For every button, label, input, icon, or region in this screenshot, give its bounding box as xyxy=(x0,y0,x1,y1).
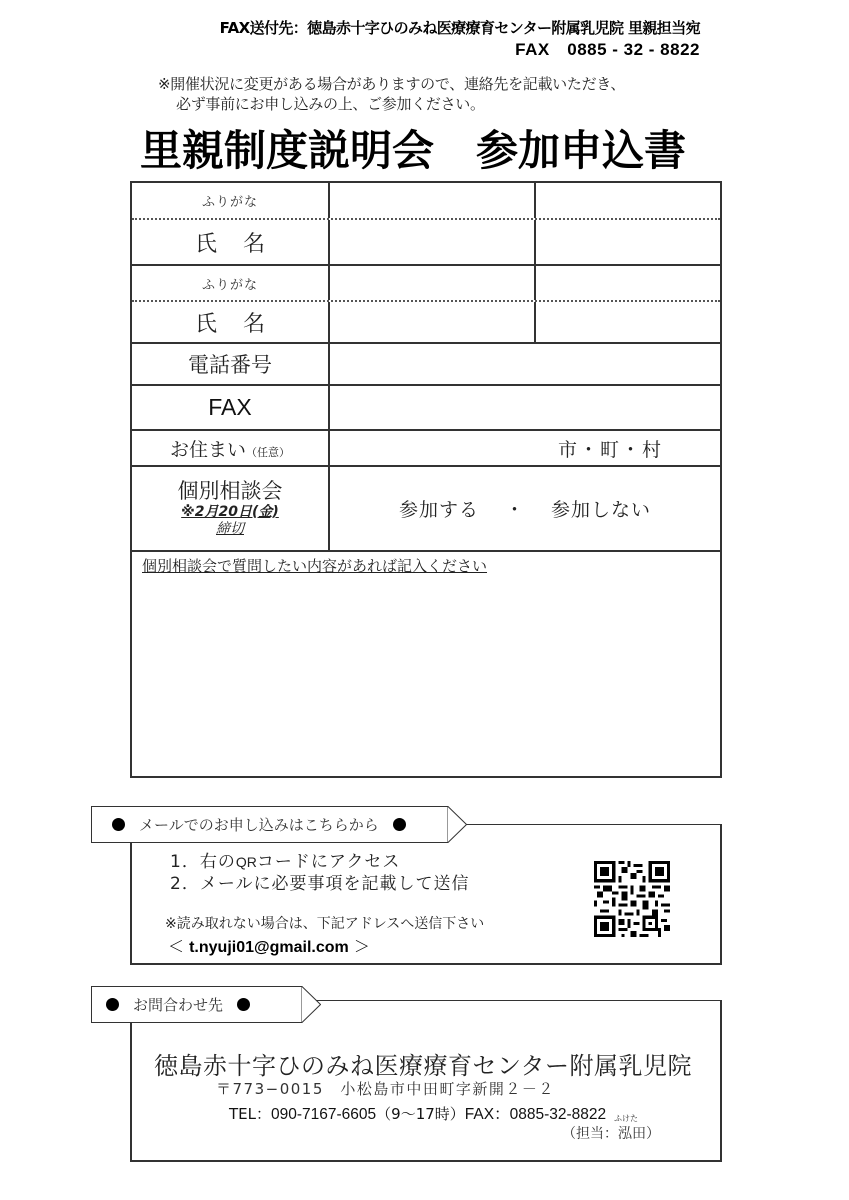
notice-line-2: 必ず事前にお申し込みの上、ご参加ください。 xyxy=(176,95,485,113)
name-input-1b[interactable] xyxy=(536,220,720,264)
bullet-icon xyxy=(106,998,119,1011)
contact-fax: 0885-32-8822 xyxy=(509,1106,607,1123)
furigana-input-1a[interactable] xyxy=(330,183,536,218)
address-input[interactable] xyxy=(330,431,720,465)
address-label: お住まい（任意） xyxy=(132,431,330,465)
furigana-label: ふりがな xyxy=(132,183,330,218)
postal-address: 〒773−0015 小松島市中田町字新開２－２ xyxy=(216,1080,555,1098)
name-input-2a[interactable] xyxy=(330,302,536,342)
name-label: 氏名 xyxy=(132,302,330,342)
furigana-label: ふりがな xyxy=(132,266,330,300)
name-row-2 xyxy=(132,302,720,344)
question-textarea[interactable] xyxy=(132,552,720,776)
consult-label: 個別相談会 ※2月20日(金) 締切 xyxy=(132,467,330,550)
notice xyxy=(158,74,625,114)
bullet-icon xyxy=(237,998,250,1011)
name-input-2b[interactable] xyxy=(536,302,720,342)
name-input-1a[interactable] xyxy=(330,220,536,264)
fax-row xyxy=(132,386,720,431)
decline-option[interactable]: 参加しない xyxy=(551,499,652,521)
furigana-row-2 xyxy=(132,266,720,302)
phone-label: 電話番号 xyxy=(132,344,330,384)
email-address[interactable]: t.nyuji01@gmail.com xyxy=(189,939,349,956)
furigana-input-2b[interactable] xyxy=(536,266,720,300)
consult-choice xyxy=(330,467,720,550)
step-1: 1．右のQRコードにアクセス xyxy=(170,852,401,872)
notice-line-1: ※開催状況に変更がある場合がありますので、連絡先を記載いただき、 xyxy=(158,75,626,93)
contact-tag xyxy=(91,986,301,1023)
bullet-icon xyxy=(112,818,125,831)
fax-header xyxy=(140,18,700,60)
address-optional: （任意） xyxy=(246,445,290,459)
bullet-icon xyxy=(393,818,406,831)
phone-input[interactable] xyxy=(330,344,720,384)
organization-name: 徳島赤十字ひのみね医療療育センター附属乳児院 xyxy=(154,1052,693,1080)
page-title: 里親制度説明会 参加申込書 xyxy=(140,126,687,175)
consult-deadline-word: 締切 xyxy=(216,521,244,538)
fax-label: FAX xyxy=(132,386,330,429)
tag-arrow-icon xyxy=(447,806,467,843)
consult-deadline-date: ※2月20日(金) xyxy=(181,504,279,521)
mail-fallback-note: ※読み取れない場合は、下記アドレスへ送信下さい xyxy=(165,916,485,932)
fax-input[interactable] xyxy=(330,386,720,429)
email-line: ＜ t.nyuji01@gmail.com ＞ xyxy=(168,937,370,956)
furigana-input-2a[interactable] xyxy=(330,266,536,300)
contact-tag-label: お問合わせ先 xyxy=(133,996,224,1014)
name-row-1 xyxy=(132,220,720,266)
contact-box xyxy=(130,1000,722,1162)
contact-phone-fax: TEL：090-7167-6605（9～17時）FAX：0885-32-8822 xyxy=(229,1105,607,1123)
step-2: 2．メールに必要事項を記載して送信 xyxy=(170,874,470,894)
name-label: 氏名 xyxy=(132,220,330,264)
consult-row xyxy=(132,467,720,552)
tag-arrow-icon xyxy=(301,986,321,1023)
question-prompt: 個別相談会で質問したい内容があれば記入ください xyxy=(142,557,488,575)
mail-steps xyxy=(170,851,469,895)
fax-destination: FAX送付先：徳島赤十字ひのみね医療療育センター附属乳児院 里親担当宛 xyxy=(219,19,700,37)
address-row xyxy=(132,431,720,467)
application-form xyxy=(130,181,722,778)
staff-name: （担当：泓田） xyxy=(562,1126,660,1142)
fax-number: FAX 0885 - 32 - 8822 xyxy=(515,40,700,59)
contact-tel[interactable]: 090-7167-6605 xyxy=(271,1106,377,1123)
mail-tag-label: メールでのお申し込みはこちらから xyxy=(139,816,379,834)
mail-application-box xyxy=(130,824,722,965)
address-suffix: 市・町・村 xyxy=(558,438,664,461)
phone-row xyxy=(132,344,720,386)
staff-ruby: ふけた xyxy=(614,1114,638,1123)
furigana-input-1b[interactable] xyxy=(536,183,720,218)
mail-tag xyxy=(91,806,447,843)
qr-code-icon[interactable] xyxy=(594,861,670,937)
furigana-row-1 xyxy=(132,183,720,220)
attend-option[interactable]: 参加する xyxy=(398,499,479,521)
option-separator: ・ xyxy=(504,499,525,521)
contact-hours: （9～17時） xyxy=(376,1105,465,1123)
